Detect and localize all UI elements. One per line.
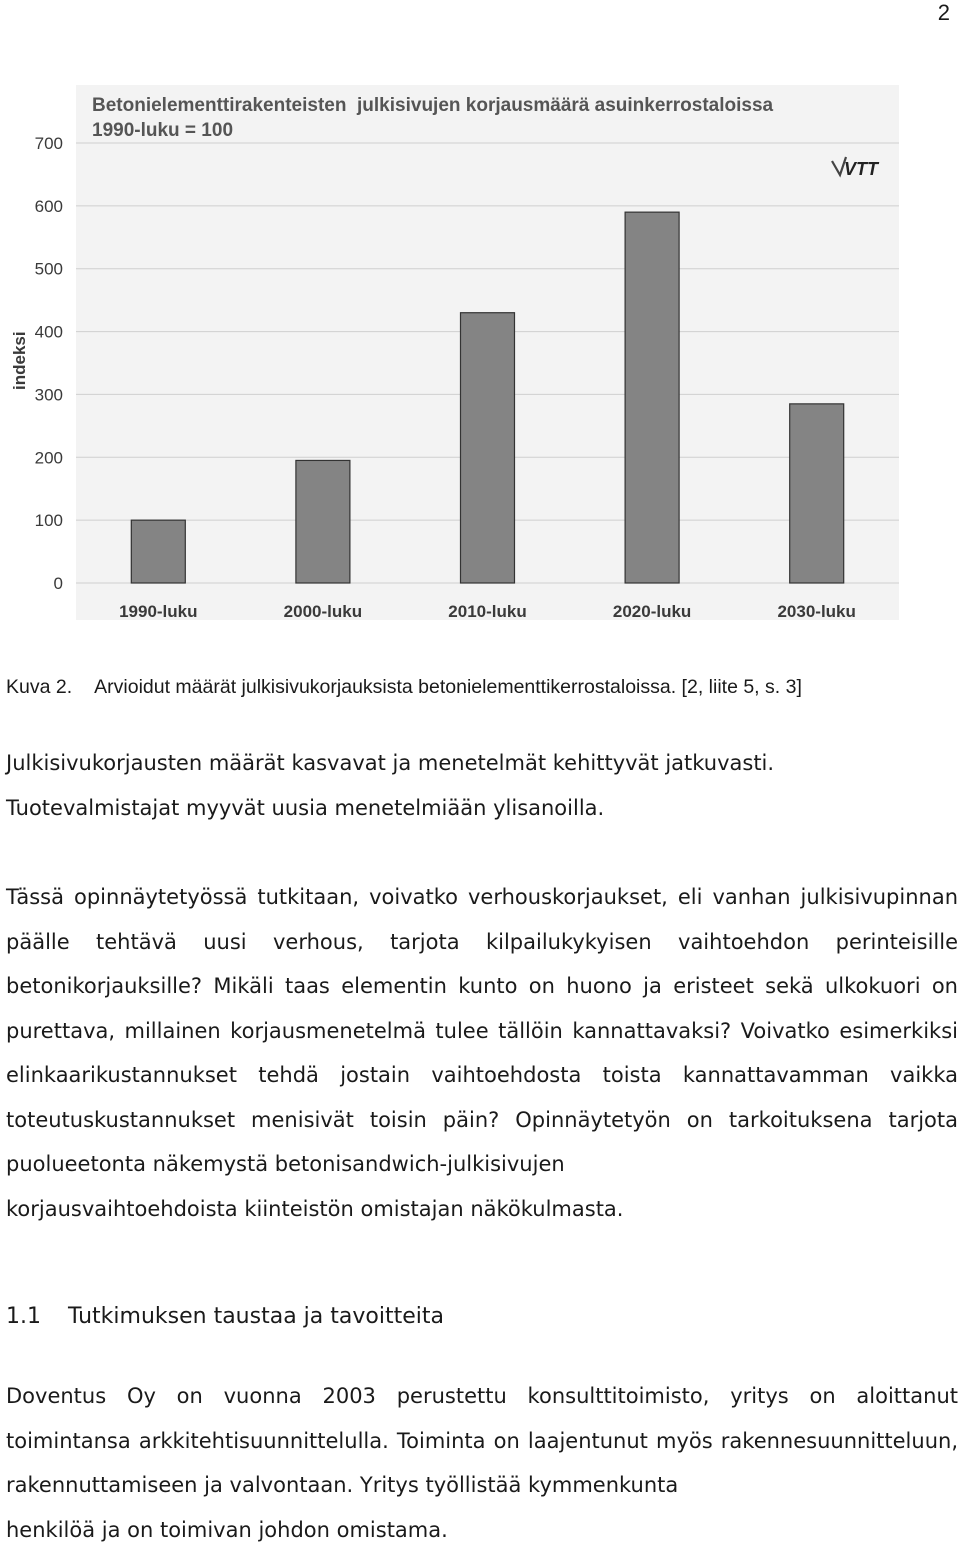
- chart-subtitle: 1990-luku = 100: [92, 120, 233, 141]
- paragraph-2-last-line: korjausvaihtoehdoista kiinteistön omistajan näkökulmasta.: [6, 1187, 958, 1232]
- y-tick-label: 700: [35, 134, 63, 153]
- bar-2030-luku: [790, 404, 844, 583]
- x-tick-label: 1990-luku: [119, 602, 197, 621]
- bar-2000-luku: [296, 460, 350, 583]
- section-heading: [6, 1304, 444, 1329]
- paragraph-1-text: Julkisivukorjausten määrät kasvavat ja menetelmät kehittyvät jatkuvasti.: [6, 751, 774, 775]
- paragraph-3-last-line: henkilöä ja on toimivan johdon omistama.: [6, 1508, 958, 1552]
- caption-label: Kuva 2.: [6, 676, 72, 698]
- y-tick-label: 200: [35, 448, 63, 467]
- bar-1990-luku: [131, 520, 185, 583]
- paragraph-1-last-line: Tuotevalmistajat myyvät uusia menetelmiään ylisanoilla.: [6, 786, 958, 831]
- page-number: 2: [938, 0, 950, 26]
- bar-chart: [0, 85, 905, 630]
- chart-title: Betonielementtirakenteisten julkisivujen korjausmäärä asuinkerrostaloissa: [92, 95, 774, 116]
- y-axis-label: indeksi: [10, 331, 29, 390]
- y-tick-label: 600: [35, 197, 63, 216]
- vtt-logo-text: VTT: [844, 159, 880, 179]
- y-tick-label: 400: [35, 323, 63, 342]
- paragraph-2-text: Tässä opinnäytetyössä tutkitaan, voivatko verhouskorjaukset, eli vanhan julkisivupinnan päälle tehtävä uusi verhous, tarjota kilpailukykyisen vaihtoehdon perinteisille betonikorjauksille? Mikäli taas elementin kunto on huono ja eristeet sekä ulkokuori on purettava, millainen korjausmenetelmä tulee tällöin kannattavaksi? Voivatko esimerkiksi elinkaarikustannukset tehdä jostain vaihtoehdosta toista kannattavamman vaikka toteutuskustannukset menisivät toisin päin? Opinnäytetyön on tarkoituksena tarjota puolueetonta näkemystä betonisandwich-julkisivujen: [6, 885, 958, 1176]
- paragraph-1: [6, 741, 958, 830]
- y-tick-label: 300: [35, 385, 63, 404]
- y-tick-label: 0: [54, 574, 63, 593]
- x-tick-label: 2010-luku: [448, 602, 526, 621]
- bar-2010-luku: [461, 313, 515, 583]
- x-tick-label: 2020-luku: [613, 602, 691, 621]
- caption-text: Arvioidut määrät julkisivukorjauksista betonielementtikerrostaloissa. [2, liite 5, s. 3]: [94, 676, 802, 698]
- paragraph-3: [6, 1374, 958, 1552]
- section-number: 1.1: [6, 1304, 68, 1329]
- y-axis: [35, 134, 63, 593]
- y-tick-label: 100: [35, 511, 63, 530]
- figure-caption: [6, 676, 802, 699]
- x-tick-label: 2000-luku: [284, 602, 362, 621]
- paragraph-3-text: Doventus Oy on vuonna 2003 perustettu konsulttitoimisto, yritys on aloittanut toimintansa arkkitehtisuunnittelulla. Toiminta on laajentunut myös rakennesuunnitteluun, rakennuttamiseen ja valvontaan. Yritys työllistää kymmenkunta: [6, 1384, 958, 1497]
- y-tick-label: 500: [35, 260, 63, 279]
- bar-2020-luku: [625, 212, 679, 583]
- section-title: Tutkimuksen taustaa ja tavoitteita: [68, 1304, 444, 1329]
- x-tick-label: 2030-luku: [777, 602, 855, 621]
- paragraph-2: [6, 875, 958, 1231]
